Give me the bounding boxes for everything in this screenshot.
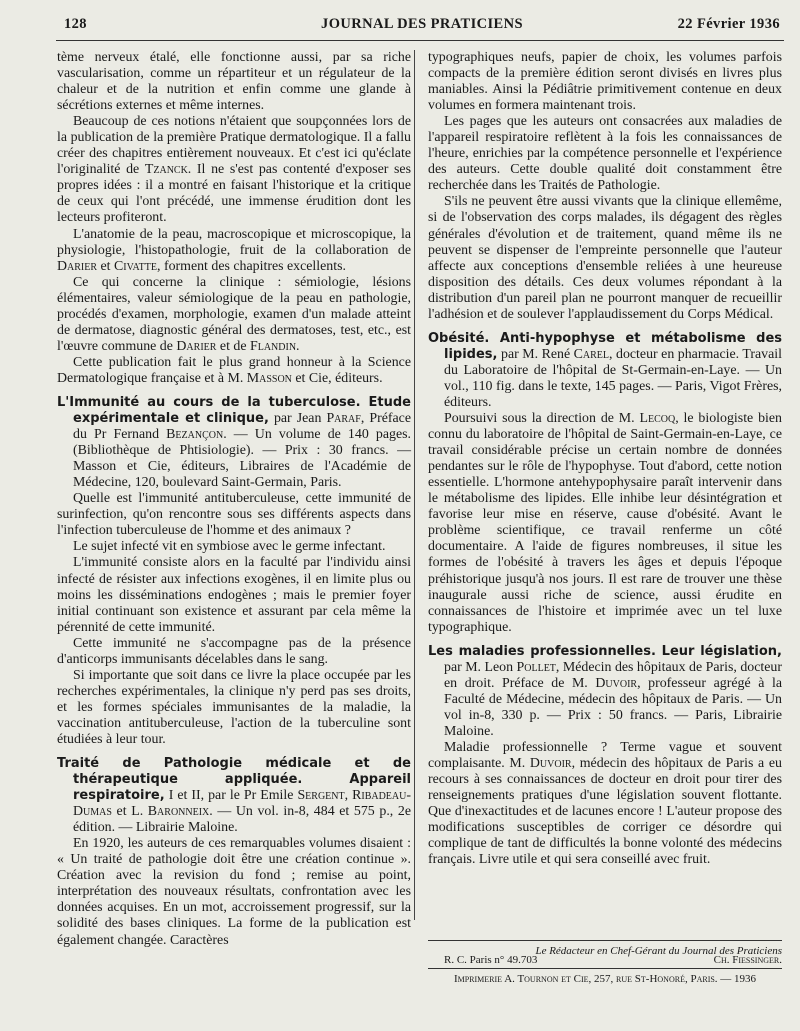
author-name: Civatte [114,258,157,274]
paragraph: Si importante que soit dans ce livre la place occupée par les recherches expérimentales, la clinique n'y perd pas ses droits, et les formes spéciales immunisantes de la maladie, la vaccination antituberculeuse, l'action de la tuberculine sont étudiées à leur tour. [57,667,411,747]
paragraph: L'immunité consiste alors en la faculté par l'individu ainsi infecté de résister aux infections exogènes, il en limite plus ou moins les disséminations endogènes ; mais le premier foyer initial continuant son existence et assurant par cela même la pérennité de cette immunité. [57,555,411,635]
printer-imprint: Imprimerie A. Tournon et Cie, 257, rue St-Honoré, Paris. — 1936 [453,973,757,985]
registration-line [428,954,782,966]
paragraph: tème nerveux étalé, elle fonctionne aussi, par sa riche vascularisation, comme un répartiteur et un régulateur de la chaleur et de la nutrition et enfin comme une glande à sécrétions externes et même internes. [57,50,411,114]
paragraph: Poursuivi sous la direction de M. Lecoq, le biologiste bien connu du laboratoire de l'hôpital de Saint-Germain-en-Laye, ce travail considérable précise un certain nombre de données pendantes sur le rôle de l'hypophyse. Tout d'abord, cette notion essentielle. L'hormone antehypophysaire paraît intervenir dans le métabolisme des lipides. Elle inhibe leur désintégration et favorise leur mise en réserve, cause d'obésité. Avant le problème scientifique, ce travail renferme un côté documentaire. A l'aide de figures nombreuses, il situe les formes de l'obésité à travers les âges et depuis l'époque préhistorique jusqu'à nos jours. Il est rare de trouver une thèse inaugurale aussi riche de science, aussi érudite en connaissances de l'histoire et imprimée avec un tel luxe typographique. [428,411,783,635]
paragraph: Beaucoup de ces notions n'étaient que soupçonnées lors de la publication de la première Pratique dermatologique. Il a fallu créer des chapitres entièrement nouveaux. Et c'est ici qu'éclate l'originalité de Tzanck. Il ne s'est pas contenté d'exposer ses propres idées : il a montré en faisant l'historique et la critique de ceux qui l'ont précédé, une immense érudition dont les lecteurs profiteront. [57,114,411,226]
paragraph: S'ils ne peuvent être aussi vivants que la clinique ellemême, si de l'observation des corps malades, ils dégagent des règles générales d'évolution et de traitement, quand même ils ne peuvent se dispenser de l'empreinte personnelle que l'auteur affecte aux conceptions d'ensemble reliées à une heureuse disposition des détails. Ces deux volumes répondant à la distribution d'un pareil plan ne pourront manquer de recueillir l'adhésion et de soulever l'applaudissement du Corps Médical. [428,194,782,322]
paragraph: typographiques neufs, papier de choix, les volumes parfois compacts de la première édition seront divisés en livres plus maniables. Ainsi la Pédiâtrie primitivement contenue en deux volumes en formera maintenant trois. [428,50,782,114]
right-column [428,50,782,868]
paragraph: Ce qui concerne la clinique : sémiologie, lésions élémentaires, valeur sémiologique de la peau en pathologie, procédés d'examen, morphologie, examen d'un malade atteint de dermatose, diagnostic général des dermatoses, test, etc., est l'œuvre commune de Darier et de Flandin. [57,274,411,354]
paragraph: Les pages que les auteurs ont consacrées aux maladies de l'appareil respiratoire reflètent à la fois les connaissances de l'heure, enrichies par la compétence personnelle et l'expérience des auteurs. Cette double qualité doit constamment être recherchée dans les Traités de Pathologie. [428,114,782,194]
review-entry-obesite [428,331,782,636]
review-heading: L'Immunité au cours de la tuberculose. Etude expérimentale et clinique, par Jean Paraf, Préface du Pr Fernand Bezançon. — Un volume de 140 pages. (Bibliothèque de Phtisiologie). — Prix : 30 francs. — Masson et Cie, éditeurs, Libraires de l'Académie de Médecine, 120, boulevard Saint-Germain, Paris. [57,394,411,491]
paragraph: Cette publication fait le plus grand honneur à la Science Dermatologique française et à M. Masson et Cie, éditeurs. [57,354,411,386]
issue-date: 22 Février 1936 [677,16,780,32]
review-entry-traite [57,756,411,949]
publisher-name: Masson [246,370,292,386]
paragraph: L'anatomie de la peau, macroscopique et microscopique, la physiologie, l'histopathologie, fruit de la collaboration de Darier et Civatte, forment des chapitres excellents. [57,226,411,274]
book-title: Traité de Pathologie médicale et de thérapeutique appliquée. Appareil respiratoire, [57,756,411,804]
left-column [57,50,411,949]
registration-number: R. C. Paris n° 49.703 [444,954,538,966]
book-title: L'Immunité au cours de la tuberculose. Etude expérimentale et clinique, [57,394,411,427]
page-header [64,16,780,38]
page-number: 128 [64,16,87,32]
paragraph: En 1920, les auteurs de ces remarquables volumes disaient : « Un traité de pathologie doit être une création continue ». Création avec la revision du fond ; remise au point, interprétation des nouveaux résultats, confrontation avec les données acquises. En un mot, accroissement progressif, sur la solidité des bases cliniques. La forme de la publication est également changée. Caractères [57,836,411,948]
editor-line: Le Rédacteur en Chef-Gérant du Journal des Praticiens [428,940,782,957]
paragraph: Cette immunité ne s'accompagne pas de la présence d'anticorps immunisants décelables dans le sang. [57,635,411,667]
review-heading: Les maladies professionnelles. Leur législation, par M. Leon Pollet, Médecin des hôpitaux de Paris, docteur en droit. Préface de M. Duvoir, professeur agrégé à la Faculté de Médecine, médecin des hôpitaux de Paris. — Un vol in-8, 330 p. — Prix : 50 francs. — Paris, Librairie Maloine. [428,643,782,739]
book-title: Obésité. Anti-hypophyse et métabolisme des lipides, [428,330,782,362]
footer-rule [428,968,782,969]
author-name: Flandin. [250,338,300,354]
review-entry-maladies-professionnelles [428,644,782,869]
review-heading: Traité de Pathologie médicale et de thérapeutique appliquée. Appareil respiratoire, I et II, par le Pr Emile Sergent, Ribadeau-Dumas et L. Baronneix. — Un vol. in-8, 484 et 575 p., 2e édition. — Librairie Maloine. [57,756,411,836]
editor-signature: Ch. Fiessinger. [713,954,782,966]
column-divider [414,50,415,920]
author-name: Tzanck. [144,162,192,178]
paragraph: Quelle est l'immunité antituberculeuse, cette immunité de surinfection, qu'on rencontre sous ses différents aspects dans l'infection tuberculeuse de l'homme et des animaux ? [57,491,411,539]
journal-title: JOURNAL DES PRATICIENS [321,16,523,32]
author-name: Darier [176,338,217,354]
review-heading: Obésité. Anti-hypophyse et métabolisme des lipides, par M. René Carel, docteur en pharmacie. Travail du Laboratoire de l'hôpital de St-Germain-en-Laye. — Un vol., 110 fig. dans le texte, 145 pages. — Paris, Vigot Frères, éditeurs. [428,330,782,410]
review-entry-immunite [57,395,411,748]
paragraph: Le sujet infecté vit en symbiose avec le germe infectant. [73,539,386,555]
author-name: Darier [57,258,98,274]
header-rule [56,40,784,41]
book-title: Les maladies professionnelles. Leur législation, [428,643,782,659]
paragraph: Maladie professionnelle ? Terme vague et souvent complaisante. M. Duvoir, médecin des hôpitaux de Paris a eu recours à ses connaissances de docteur en droit pour tirer des renseignements pratiques d'une législation souvent flottante. Que d'inexactitudes et de lacunes encore ! L'auteur propose des modifications susceptibles de corriger ce désordre qui complique de tant de difficultés la bonne volonté des médecins français. Livre utile et qui sera conseillé avec fruit. [428,739,782,868]
